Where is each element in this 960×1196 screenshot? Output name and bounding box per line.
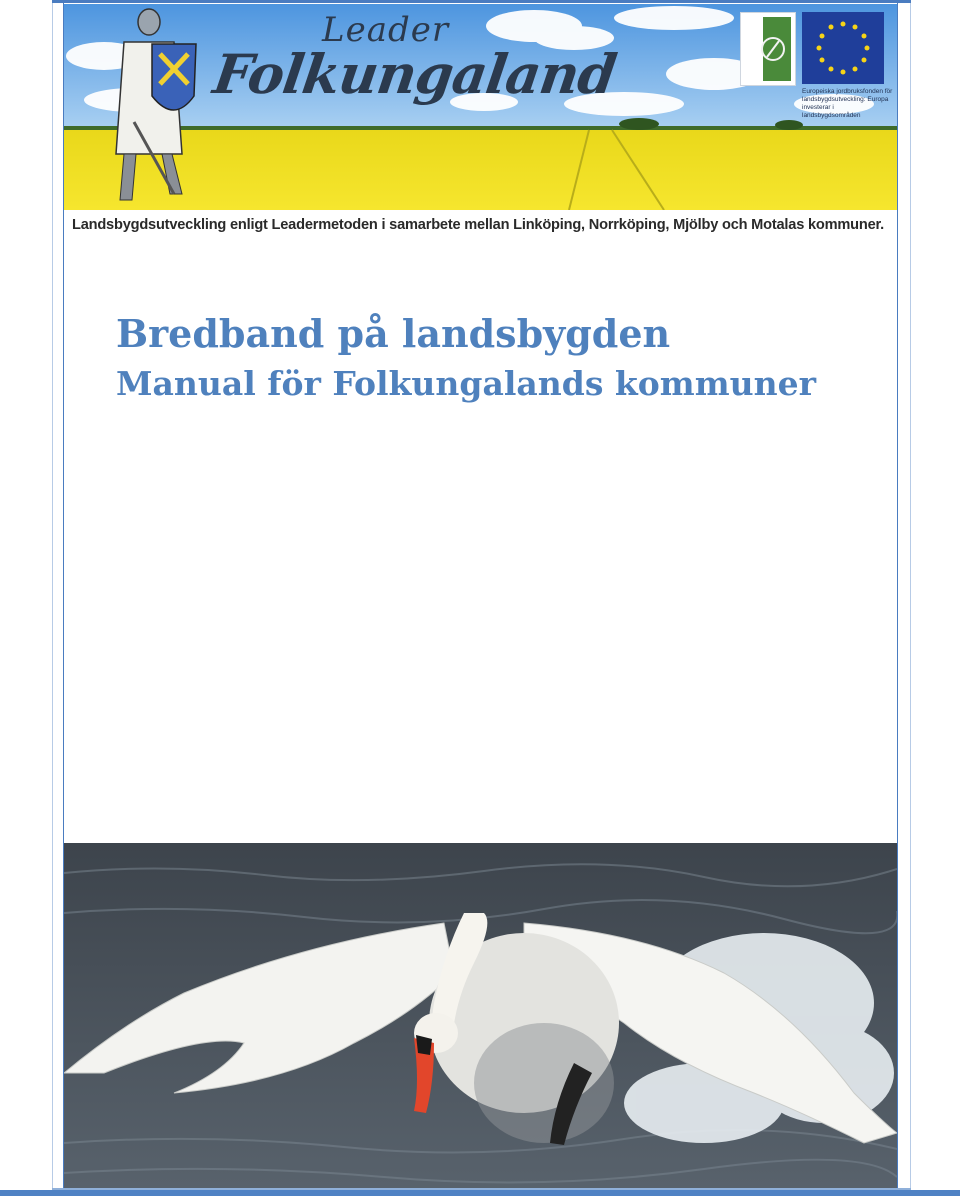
page-frame-outer-right (910, 0, 911, 1196)
banner-wordmark-folkungaland: Folkungaland (209, 42, 620, 106)
page-frame-inner-right (897, 0, 898, 1196)
banner-tagline: Landsbygdsutveckling enligt Leadermetoden i samarbete mellan Linköping, Norrköping, Mjölby och Motalas kommuner. (72, 217, 885, 233)
page-frame-bottom (0, 1190, 960, 1196)
page-frame-outer-left (52, 0, 53, 1196)
eu-caption: Europeiska jordbruksfonden för landsbygdsutveckling: Europa investerar i landsbygdsområden (802, 88, 893, 119)
leader-logo-icon (740, 12, 796, 86)
page-frame-top (52, 0, 911, 3)
swan-landing-photo (64, 843, 897, 1188)
document-subtitle: Manual för Folkungalands kommuner (116, 364, 816, 403)
eu-flag-icon (802, 12, 884, 84)
header-banner (64, 4, 897, 210)
banner-wordmark-leader: Leader (322, 10, 450, 50)
document-title: Bredband på landsbygden (116, 311, 671, 356)
